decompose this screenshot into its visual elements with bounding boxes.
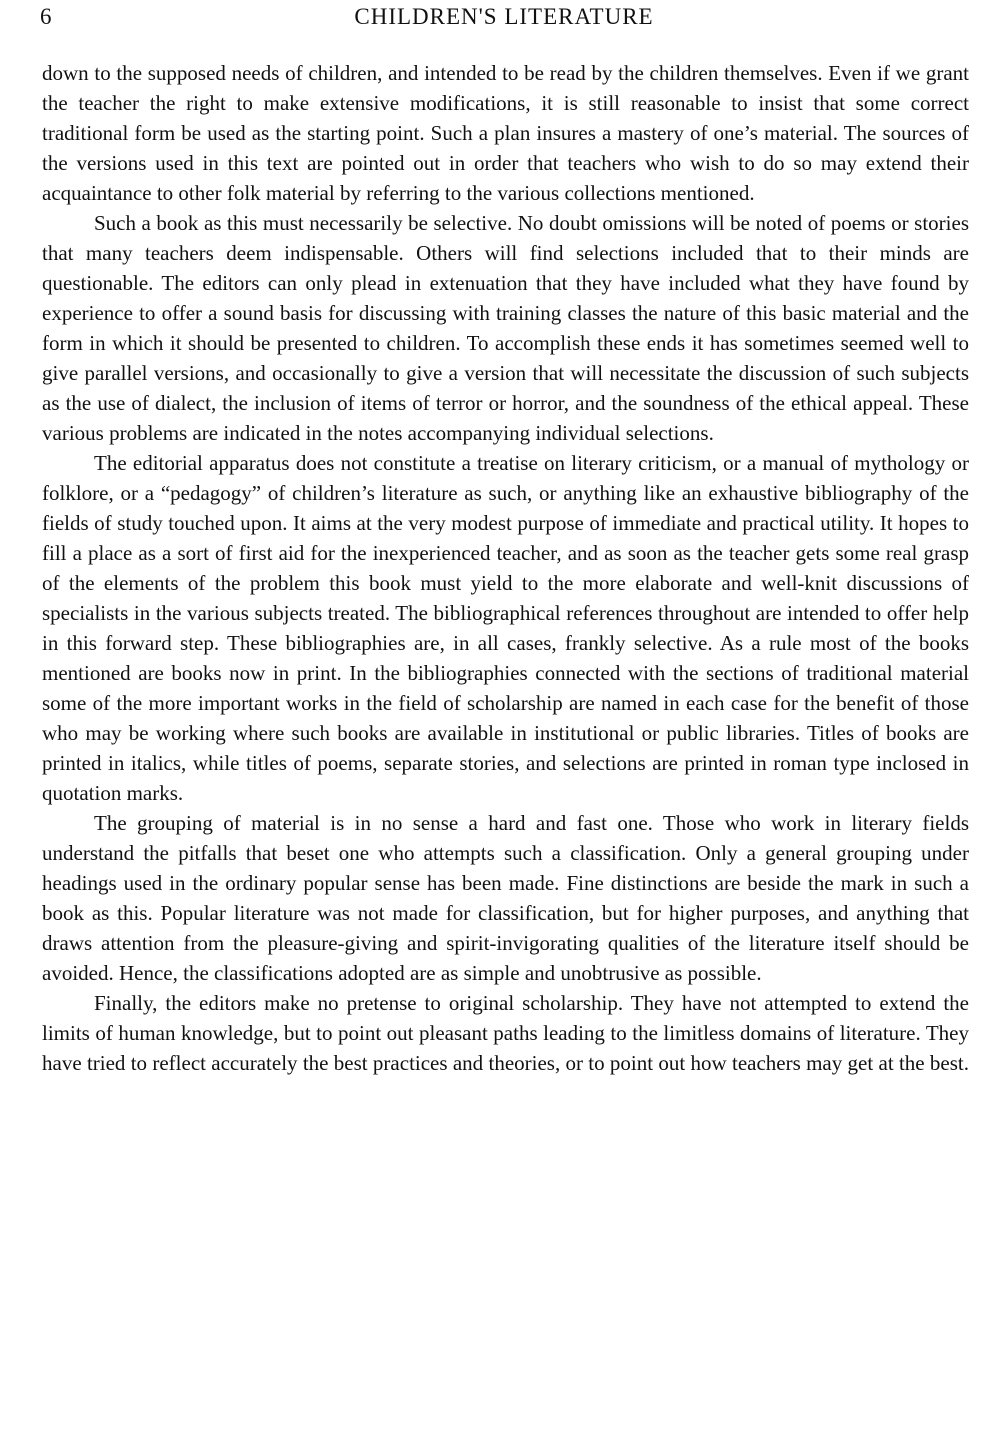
page-number: 6 (40, 4, 52, 29)
paragraph-4: The grouping of material is in no sense a hard and fast one. Those who work in literary fields understand the pitfalls that beset one who attempts such a classification. Only a general grouping under headings used in the ordinary popular sense has been made. Fine distinctions are beside the mark in such a book as this. Popular literature was not made for classification, but for higher purposes, and anything that draws attention from the pleasure-giving and spirit-invigorating qualities of the literature itself should be avoided. Hence, the classifications adopted are as simple and unobtrusive as possible. (42, 811, 969, 985)
paragraph-2: Such a book as this must necessarily be selective. No doubt omissions will be noted of poems or stories that many teachers deem indispensable. Others will find selections included that to their minds are questionable. The editors can only plead in extenuation that they have included what they have found by experience to offer a sound basis for discussing with training classes the nature of this basic material and the form in which it should be presented to children. To accomplish these ends it has sometimes seemed well to give parallel versions, and occasionally to give a version that will necessitate the discussion of such subjects as the use of dialect, the inclusion of items of terror or horror, and the soundness of the ethical appeal. These various problems are indicated in the notes accompanying individual selections. (42, 211, 969, 445)
running-head: CHILDREN'S LITERATURE (354, 4, 654, 29)
paragraph-5: Finally, the editors make no pretense to original scholarship. They have not attempted to extend the limits of human knowledge, but to point out pleasant paths leading to the limitless domains of literature. They have tried to reflect accurately the best practices and theories, or to point out how teachers may get at the best. (42, 991, 969, 1075)
paragraph-1: down to the supposed needs of children, and intended to be read by the children themselves. Even if we grant the teacher the right to make extensive modifications, it is still reasonable to insist that some correct traditional form be used as the starting point. Such a plan insures a mastery of one’s material. The sources of the versions used in this text are pointed out in order that teachers who wish to do so may extend their acquaintance to other folk material by referring to the various collections mentioned. (42, 61, 969, 205)
page-header (40, 2, 968, 32)
paragraph-3: The editorial apparatus does not constitute a treatise on literary criticism, or a manual of mythology or folklore, or a “pedagogy” of children’s literature as such, or anything like an exhaustive bibliography of the fields of study touched upon. It aims at the very modest purpose of immediate and practical utility. It hopes to fill a place as a sort of first aid for the inexperienced teacher, and as soon as the teacher gets some real grasp of the elements of the problem this book must yield to the more elaborate and well-knit discussions of specialists in the various subjects treated. The bibliographical references throughout are intended to offer help in this forward step. These bibliographies are, in all cases, frankly selective. As a rule most of the books mentioned are books now in print. In the bibliographies connected with the sections of traditional material some of the more important works in the field of scholarship are named in each case for the benefit of those who may be working where such books are available in institutional or public libraries. Titles of books are printed in italics, while titles of poems, separate stories, and selections are printed in roman type inclosed in quotation marks. (42, 451, 969, 805)
body-text (42, 58, 969, 1078)
